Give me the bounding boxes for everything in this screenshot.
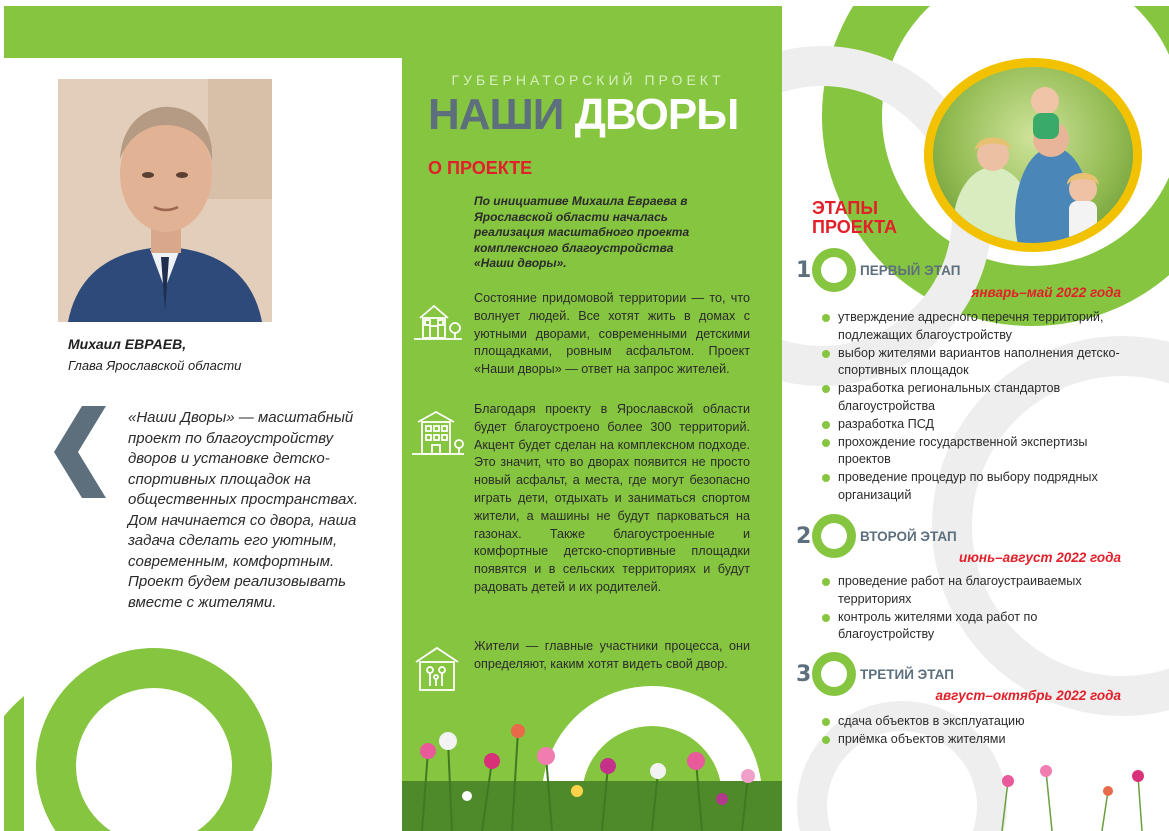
quote-chevron-icon	[54, 406, 106, 498]
stage-3-date: август–октябрь 2022 года	[935, 688, 1121, 703]
stage-3-name: ТРЕТИЙ ЭТАП	[860, 667, 954, 682]
family-illustration	[933, 67, 1133, 243]
left-panel	[4, 6, 402, 831]
governor-name: Михаил ЕВРАЕВ,	[68, 336, 187, 352]
list-item: контроль жителями хода работ по благоустройству	[820, 609, 1130, 645]
house-icon	[410, 292, 464, 346]
quote-paragraph-2: Дом начинается со двора, наша задача сделать его уютным, современным, комфортным. Проект будем реализовывать вместе с жителями.	[128, 511, 357, 611]
list-item: разработка ПСД	[820, 416, 1130, 434]
about-heading: О ПРОЕКТЕ	[428, 158, 533, 178]
project-title-part1: НАШИ	[428, 90, 564, 139]
info-block-1: Состояние придомовой территории — то, что волнует людей. Все хотят жить в домах с уютными дворами, современными детскими площадками, ровным асфальтом. Проект «Наши дворы» — ответ на запрос жителей.	[474, 291, 750, 377]
list-item: выбор жителями вариантов наполнения детско-спортивных площадок	[820, 345, 1130, 381]
decor-circles	[4, 626, 402, 831]
info-block-3: Жители — главные участники процесса, они определяют, каким хотят видеть свой двор.	[474, 639, 750, 671]
stages-title-line1: ЭТАПЫ	[812, 198, 878, 218]
stage-3-list	[820, 713, 1130, 749]
list-item: проведение процедур по выбору подрядных организаций	[820, 469, 1130, 505]
list-item: проведение работ на благоустраиваемых территориях	[820, 573, 1130, 609]
family-photo	[933, 67, 1133, 243]
stage-2-ring-icon	[812, 514, 856, 558]
right-flowers-illustration	[962, 751, 1169, 831]
list-item: приёмка объектов жителями	[820, 731, 1130, 749]
project-title	[428, 90, 758, 140]
stage-3-number: 3	[796, 662, 812, 687]
stage-1-name: ПЕРВЫЙ ЭТАП	[860, 263, 961, 278]
flowers-illustration	[402, 721, 782, 831]
list-item: разработка региональных стандартов благоустройства	[820, 380, 1130, 416]
list-item: прохождение государственной экспертизы проектов	[820, 434, 1130, 470]
list-item: утверждение адресного перечня территорий, подлежащих благоустройству	[820, 309, 1130, 345]
building-icon	[410, 406, 464, 460]
portrait-illustration	[58, 79, 272, 322]
stage-1-date: январь–май 2022 года	[971, 285, 1121, 300]
family-photo-frame	[924, 58, 1142, 252]
quote-paragraph-1: «Наши Дворы» — масштабный проект по благоустройству дворов и установке детско-спортивных площадок на общественных пространствах.	[128, 409, 358, 508]
project-title-part2: ДВОРЫ	[574, 90, 739, 139]
top-green-band	[4, 6, 402, 58]
stages-title	[812, 199, 897, 237]
about-intro: По инициативе Михаила Евраева в Ярославской области началась реализация масштабного проекта комплексного благоустройства «Наши дворы».	[474, 194, 690, 270]
stage-1-ring-icon	[812, 248, 856, 292]
stage-1-number: 1	[796, 258, 812, 283]
info-block-2: Благодаря проекту в Ярославской области будет благоустроено более 300 территорий. Акцент будет сделан на комплексном подходе. Это значит, что во дворах появится не просто новый асфальт, а места, где могут безопасно играть дети, отдыхать и заниматься спортом жители, а машины не будут парковаться на газонах. Также благоустроенные и комфортные детско-спортивные площадки появятся и в сельских территориях и будут радовать детей и их родителей.	[474, 402, 750, 594]
stage-3-ring-icon	[812, 652, 856, 696]
right-panel	[782, 6, 1169, 831]
middle-panel	[402, 6, 782, 831]
stage-2-list	[820, 573, 1130, 644]
family-icon	[410, 642, 464, 696]
project-supertitle: ГУБЕРНАТОРСКИЙ ПРОЕКТ	[451, 72, 725, 88]
stage-2-name: ВТОРОЙ ЭТАП	[860, 529, 957, 544]
stage-2-date: июнь–август 2022 года	[959, 550, 1121, 565]
stages-title-line2: ПРОЕКТА	[812, 217, 898, 237]
governor-quote	[128, 408, 378, 613]
governor-role: Глава Ярославской области	[68, 358, 242, 373]
stage-2-number: 2	[796, 524, 812, 549]
governor-photo	[58, 79, 272, 322]
list-item: сдача объектов в эксплуатацию	[820, 713, 1130, 731]
stage-1-list	[820, 309, 1130, 505]
